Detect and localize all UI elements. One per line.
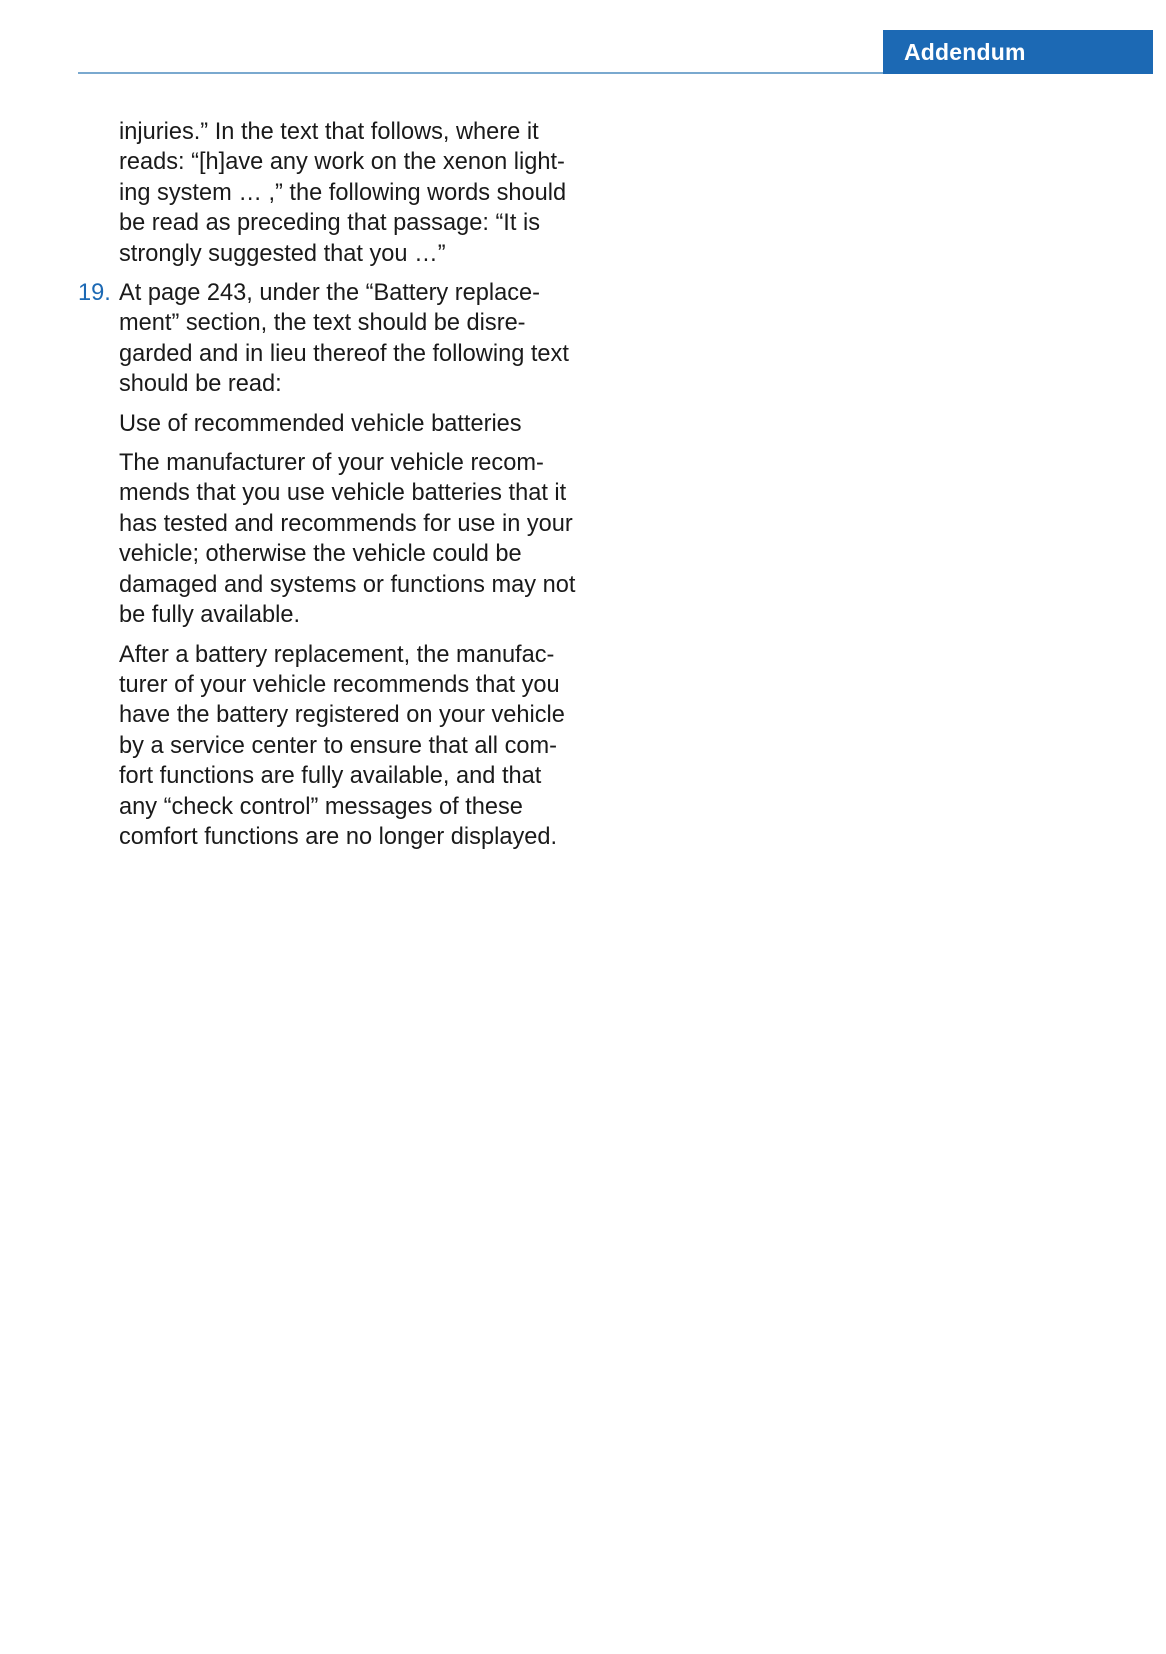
subheading: Use of recommended vehicle batteries [119, 410, 522, 437]
list-item-number: 19. [78, 280, 111, 307]
list-item-19 [78, 278, 598, 400]
page-content [78, 117, 598, 861]
paragraph-battery-registration: After a battery replacement, the manufac- turer of your vehicle recommends that you have the battery registered on your vehicle by a service center to ensure that all com- fort functions are fully available, and that any “check control” messages of these comfort functions are no longer displayed. [119, 641, 565, 850]
list-item-text: At page 243, under the “Battery replace- ment” section, the text should be disre- garded and in lieu thereof the following text should be read: [119, 280, 569, 398]
continuation-paragraph: injuries.” In the text that follows, where it reads: “[h]ave any work on the xenon light- ing system … ,” the following words should be read as preceding that passage: “It is strongly suggested that you …” [119, 119, 567, 267]
paragraph-recommended-batteries: The manufacturer of your vehicle recom- mends that you use vehicle batteries that it has tested and recommends for use in your vehicle; otherwise the vehicle could be damaged and systems or functions may not be fully available. [119, 450, 576, 629]
section-title-tab: Addendum [883, 30, 1153, 74]
